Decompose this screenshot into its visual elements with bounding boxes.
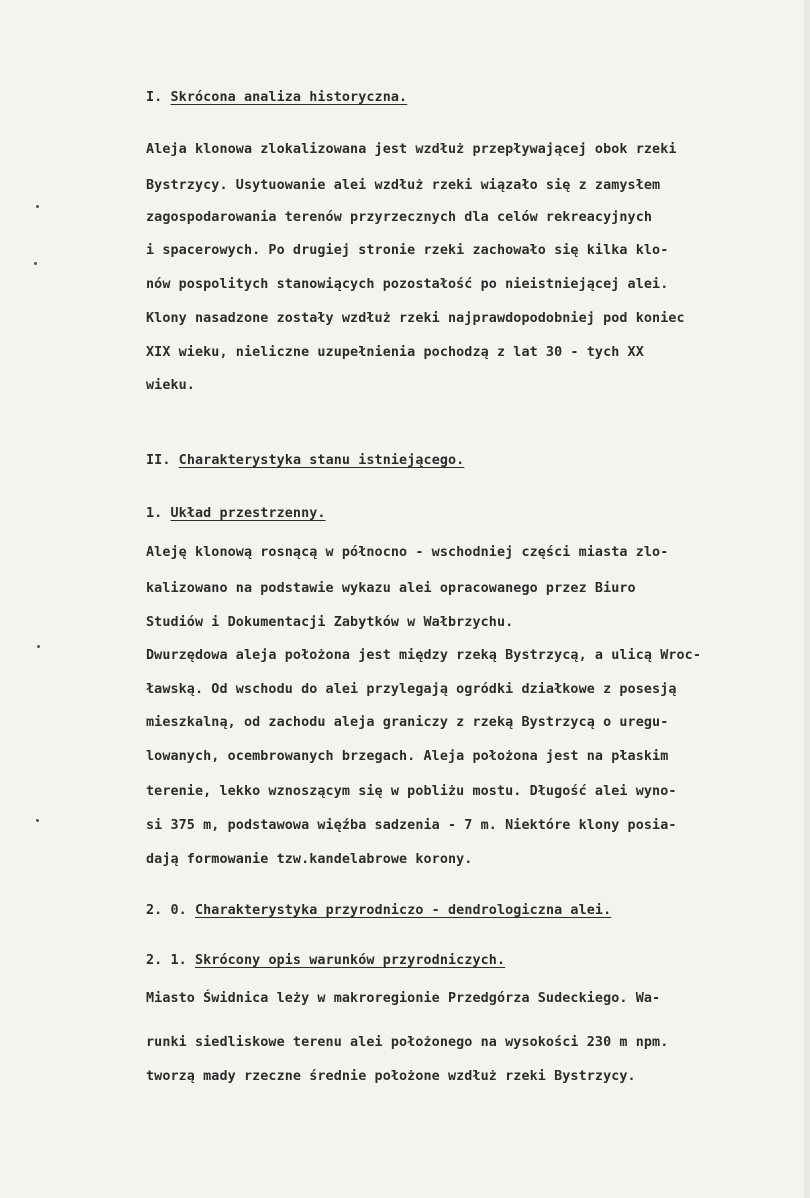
subsection-heading-1 xyxy=(146,505,326,523)
subsection-heading-2-1 xyxy=(146,952,505,970)
text-line: mieszkalną, od zachodu aleja graniczy z rzeką Bystrzycą o uregu- xyxy=(146,715,669,730)
section-number: 2. 1. xyxy=(146,953,187,968)
text-line: nów pospolitych stanowiących pozostałość po nieistniejącej alei. xyxy=(146,277,669,292)
section-title: Skrócony opis warunków przyrodniczych. xyxy=(194,953,506,968)
section-number: 1. xyxy=(146,506,163,521)
text-line: si 375 m, podstawowa więźba sadzenia - 7 m. Niektóre klony posia- xyxy=(146,818,677,833)
text-line: Klony nasadzone zostały wzdłuż rzeki najprawdopodobniej pod koniec xyxy=(146,311,685,326)
text-line: Dwurzędowa aleja położona jest między rzeką Bystrzycą, a ulicą Wroc- xyxy=(146,648,702,663)
section-number: II. xyxy=(146,453,171,468)
text-line: Miasto Świdnica leży w makroregionie Przedgórza Sudeckiego. Wa- xyxy=(146,991,661,1006)
section-number: 2. 0. xyxy=(146,903,187,918)
text-line: Bystrzycy. Usytuowanie alei wzdłuż rzeki wiązało się z zamysłem xyxy=(146,178,661,193)
text-line: runki siedliskowe terenu alei położonego na wysokości 230 m npm. xyxy=(146,1035,669,1050)
subsection-heading-2-0 xyxy=(146,902,611,920)
text-line: lowanych, ocembrowanych brzegach. Aleja położona jest na płaskim xyxy=(146,749,669,764)
text-line: kalizowano na podstawie wykazu alei opracowanego przez Biuro xyxy=(146,581,636,596)
text-line: terenie, lekko wznoszącym się w pobliżu mostu. Długość alei wyno- xyxy=(146,784,677,799)
text-line: i spacerowych. Po drugiej stronie rzeki zachowało się kilka klo- xyxy=(146,243,669,258)
section-title: Skrócona analiza historyczna. xyxy=(170,90,408,105)
margin-speck xyxy=(36,205,39,208)
section-title: Charakterystyka przyrodniczo - dendrologiczna alei. xyxy=(194,903,612,918)
section-title: Układ przestrzenny. xyxy=(170,506,326,521)
text-line: tworzą mady rzeczne średnie położone wzdłuż rzeki Bystrzycy. xyxy=(146,1069,636,1084)
section-title: Charakterystyka stanu istniejącego. xyxy=(178,453,465,468)
section-heading-1 xyxy=(146,89,407,107)
text-line: wieku. xyxy=(146,378,195,393)
section-number: I. xyxy=(146,90,163,105)
text-line: XIX wieku, nieliczne uzupełnienia pochodzą z lat 30 - tych XX xyxy=(146,345,644,360)
margin-speck xyxy=(36,819,39,822)
text-line: Aleja klonowa zlokalizowana jest wzdłuż przepływającej obok rzeki xyxy=(146,142,677,157)
margin-speck xyxy=(37,645,40,648)
text-line: Aleję klonową rosnącą w północno - wschodniej części miasta zlo- xyxy=(146,545,669,560)
text-line: ławską. Od wschodu do alei przylegają ogródki działkowe z posesją xyxy=(146,682,677,697)
page-edge xyxy=(804,0,810,1198)
section-heading-2 xyxy=(146,452,464,470)
text-line: dają formowanie tzw.kandelabrowe korony. xyxy=(146,852,473,867)
text-line: Studiów i Dokumentacji Zabytków w Wałbrzychu. xyxy=(146,615,514,630)
text-line: zagospodarowania terenów przyrzecznych dla celów rekreacyjnych xyxy=(146,210,653,225)
margin-speck xyxy=(34,262,37,265)
